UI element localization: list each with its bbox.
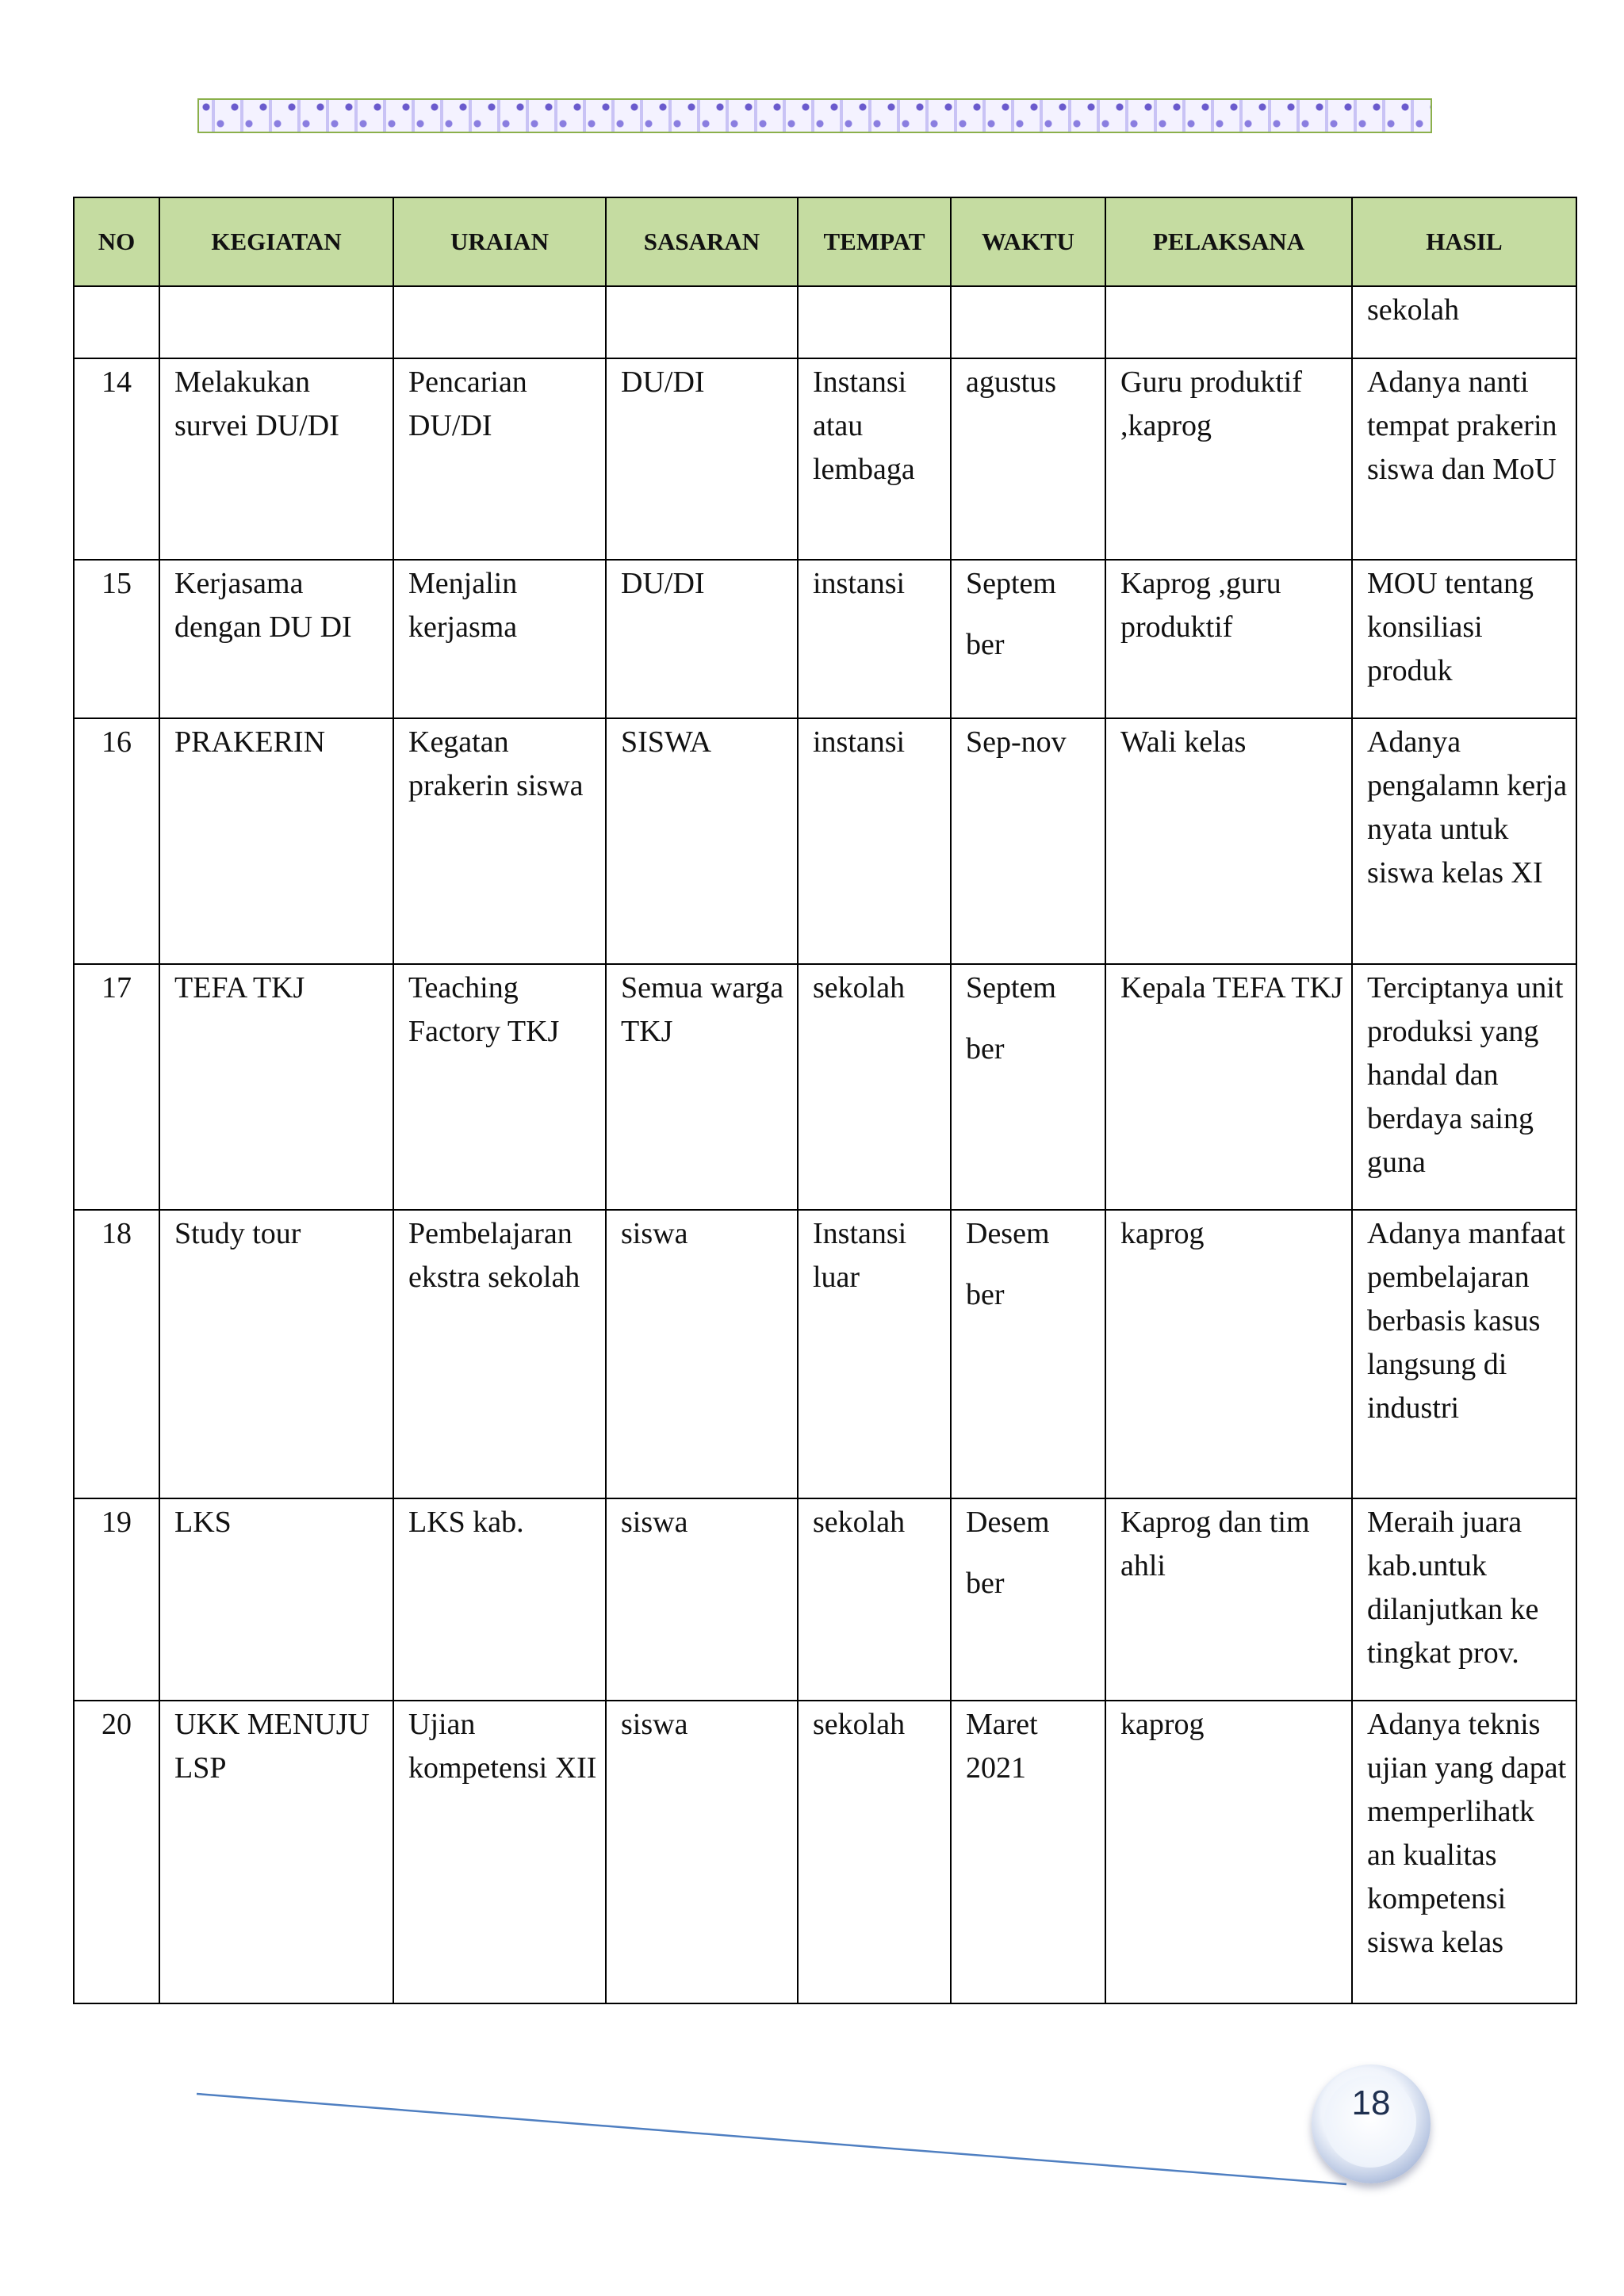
cell-waktu xyxy=(951,358,1105,560)
cell-sasaran: siswa xyxy=(606,1701,798,2003)
cell-tempat: sekolah xyxy=(798,1498,951,1701)
waktu-line: ber xyxy=(966,1032,1005,1066)
table-row xyxy=(74,560,1576,718)
waktu-line: Sep-nov xyxy=(966,725,1067,759)
cell-hasil: Adanya pengalamn kerja nyata untuk siswa kelas XI xyxy=(1352,718,1576,964)
waktu-line: Desem xyxy=(966,1506,1050,1539)
header-uraian: URAIAN xyxy=(393,197,606,286)
cell-kegiatan: LKS xyxy=(159,1498,393,1701)
cell-tempat: instansi xyxy=(798,718,951,964)
cell-uraian: Menjalin kerjasma xyxy=(393,560,606,718)
header-waktu: WAKTU xyxy=(951,197,1105,286)
header-pelaksana: PELAKSANA xyxy=(1105,197,1352,286)
cell-tempat: instansi xyxy=(798,560,951,718)
cell-empty xyxy=(74,286,159,358)
cell-waktu xyxy=(951,560,1105,718)
activity-table xyxy=(73,197,1577,2004)
cell-uraian: Pencarian DU/DI xyxy=(393,358,606,560)
table-header-row xyxy=(74,197,1576,286)
waktu-line: Septem xyxy=(966,971,1056,1004)
cell-no: 14 xyxy=(74,358,159,560)
cell-hasil: Meraih juara kab.untuk dilanjutkan ke tingkat prov. xyxy=(1352,1498,1576,1701)
cell-pelaksana: Wali kelas xyxy=(1105,718,1352,964)
cell-hasil: Adanya nanti tempat prakerin siswa dan MoU xyxy=(1352,358,1576,560)
footer-divider-stroke xyxy=(197,2094,1346,2184)
cell-no: 20 xyxy=(74,1701,159,2003)
cell-uraian: Pembelajaran ekstra sekolah xyxy=(393,1210,606,1498)
cell-pelaksana: Kaprog ,guru produktif xyxy=(1105,560,1352,718)
waktu-line: Septem xyxy=(966,567,1056,600)
cell-tempat: Instansi atau lembaga xyxy=(798,358,951,560)
waktu-line: agustus xyxy=(966,365,1056,399)
cell-pelaksana: Guru produktif ,kaprog xyxy=(1105,358,1352,560)
cell-sasaran: siswa xyxy=(606,1210,798,1498)
cell-pelaksana: Kaprog dan tim ahli xyxy=(1105,1498,1352,1701)
cell-waktu xyxy=(951,1498,1105,1701)
cell-sasaran: SISWA xyxy=(606,718,798,964)
waktu-line: ber xyxy=(966,628,1005,661)
cell-no: 17 xyxy=(74,964,159,1210)
cell-hasil: sekolah xyxy=(1352,286,1576,358)
header-hasil: HASIL xyxy=(1352,197,1576,286)
cell-waktu xyxy=(951,1210,1105,1498)
header-kegiatan: KEGIATAN xyxy=(159,197,393,286)
cell-uraian: Teaching Factory TKJ xyxy=(393,964,606,1210)
cell-empty xyxy=(798,286,951,358)
cell-pelaksana: Kepala TEFA TKJ xyxy=(1105,964,1352,1210)
waktu-line: ber xyxy=(966,1278,1005,1311)
cell-pelaksana: kaprog xyxy=(1105,1701,1352,2003)
cell-sasaran: DU/DI xyxy=(606,560,798,718)
cell-sasaran: siswa xyxy=(606,1498,798,1701)
cell-kegiatan: UKK MENUJU LSP xyxy=(159,1701,393,2003)
cell-hasil: Terciptanya unit produksi yang handal dan berdaya saing guna xyxy=(1352,964,1576,1210)
table-row xyxy=(74,358,1576,560)
waktu-line: ber xyxy=(966,1567,1005,1600)
cell-tempat: sekolah xyxy=(798,964,951,1210)
cell-pelaksana: kaprog xyxy=(1105,1210,1352,1498)
cell-empty xyxy=(606,286,798,358)
cell-tempat: Instansi luar xyxy=(798,1210,951,1498)
cell-no: 15 xyxy=(74,560,159,718)
page-number: 18 xyxy=(1351,2084,1391,2122)
header-no: NO xyxy=(74,197,159,286)
table-row xyxy=(74,1498,1576,1701)
cell-no: 19 xyxy=(74,1498,159,1701)
cell-kegiatan: Kerjasama dengan DU DI xyxy=(159,560,393,718)
table-row xyxy=(74,964,1576,1210)
cell-empty xyxy=(1105,286,1352,358)
cell-sasaran: Semua warga TKJ xyxy=(606,964,798,1210)
cell-sasaran: DU/DI xyxy=(606,358,798,560)
cell-hasil: MOU tentang konsiliasi produk xyxy=(1352,560,1576,718)
cell-kegiatan: PRAKERIN xyxy=(159,718,393,964)
decorative-header-band xyxy=(197,98,1432,133)
waktu-line: Maret 2021 xyxy=(966,1708,1038,1785)
header-sasaran: SASARAN xyxy=(606,197,798,286)
table-row xyxy=(74,718,1576,964)
cell-kegiatan: TEFA TKJ xyxy=(159,964,393,1210)
cell-uraian: LKS kab. xyxy=(393,1498,606,1701)
cell-no: 16 xyxy=(74,718,159,964)
cell-waktu xyxy=(951,964,1105,1210)
cell-empty xyxy=(159,286,393,358)
cell-uraian: Kegatan prakerin siswa xyxy=(393,718,606,964)
cell-hasil: Adanya manfaat pembelajaran berbasis kasus langsung di industri xyxy=(1352,1210,1576,1498)
header-tempat: TEMPAT xyxy=(798,197,951,286)
cell-waktu xyxy=(951,718,1105,964)
table-row xyxy=(74,1210,1576,1498)
cell-empty xyxy=(951,286,1105,358)
cell-waktu xyxy=(951,1701,1105,2003)
waktu-line: Desem xyxy=(966,1217,1050,1250)
cell-kegiatan: Melakukan survei DU/DI xyxy=(159,358,393,560)
cell-no: 18 xyxy=(74,1210,159,1498)
table-row xyxy=(74,1701,1576,2003)
cell-tempat: sekolah xyxy=(798,1701,951,2003)
page-number-badge xyxy=(1312,2064,1431,2183)
cell-empty xyxy=(393,286,606,358)
cell-hasil: Adanya teknis ujian yang dapat memperlihatk an kualitas kompetensi siswa kelas xyxy=(1352,1701,1576,2003)
cell-kegiatan: Study tour xyxy=(159,1210,393,1498)
table-row-continuation xyxy=(74,286,1576,358)
cell-uraian: Ujian kompetensi XII xyxy=(393,1701,606,2003)
